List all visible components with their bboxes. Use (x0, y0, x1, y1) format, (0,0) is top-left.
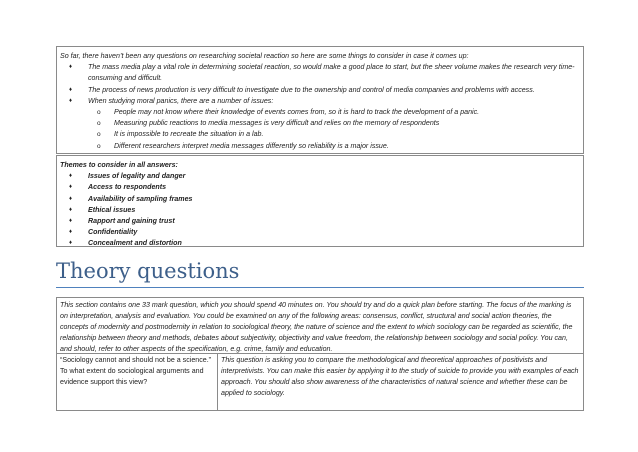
question-cell: “Sociology cannot and should not be a science.” To what extent do sociological arguments and evidence support this view? (57, 354, 218, 410)
moral-panic-issue-list (60, 107, 580, 152)
theme-item: ♦ Issues of legality and danger (60, 171, 580, 182)
themes-box (56, 155, 584, 247)
bullet-item (60, 96, 580, 107)
sub-bullet-item: o Measuring public reactions to media messages is very difficult and relies on the memory of respondents (60, 118, 580, 129)
theme-item: ♦ Access to respondents (60, 182, 580, 193)
section-description: This section contains one 33 mark question, which you should spend 40 minutes on. You should try and do a quick plan before starting. The focus of the marking is on interpretation, analysis and evaluation. You could be examined on any of the following areas: consensus, conflict, structural and social action theories, the concepts of modernity and postmodernity in relation to sociological theory, the nature of science and the extent to which sociology can be regarded as scientific, the relationship between theory and methods, debates about subjectivity, objectivity and value freedom, the relationship between sociology and social policy. You can, and should, refer to other aspects of the specification, e.g. crime, family and education. (60, 301, 573, 353)
theme-item: ♦ Rapport and gaining trust (60, 216, 580, 227)
theme-item: ♦ Concealment and distortion (60, 238, 580, 249)
bullet-item: ♦ The mass media play a vital role in determining societal reaction, so would make a good place to start, but the sheer volume makes the research very time-consuming and difficult. (60, 62, 580, 84)
intro-text: So far, there haven’t been any questions on researching societal reaction so here are some things to consider in case it comes up: (60, 52, 469, 60)
theme-item: ♦ Availability of sampling frames (60, 194, 580, 205)
themes-title: Themes to consider in all answers: (60, 161, 178, 169)
theme-item: ♦ Ethical issues (60, 205, 580, 216)
bullet-item-text: When studying moral panics, there are a number of issues: (88, 96, 274, 105)
section-description-box (56, 297, 584, 354)
guidance-cell: This question is asking you to compare the methodological and theoretical approaches of positivists and interpretivists. You can make this easier by applying it to the study of suicide to provide you with examples of each approach. You should also show awareness of the characteristics of natural science and whether these can be applied to sociology. (221, 356, 579, 397)
heading-divider (56, 287, 584, 288)
theme-item: ♦ Confidentiality (60, 227, 580, 238)
section-heading: Theory questions (56, 259, 240, 283)
sub-bullet-item: o People may not know where their knowledge of events comes from, so it is hard to track the development of a panic. (60, 107, 580, 118)
question-row (56, 353, 584, 411)
intro-bullet-list (60, 62, 580, 107)
sub-bullet-item: o It is impossible to recreate the situation in a lab. (60, 129, 580, 140)
societal-reaction-box (56, 46, 584, 154)
themes-list (60, 171, 580, 249)
sub-bullet-item: o Different researchers interpret media messages differently so reliability is a major issue. (60, 141, 580, 152)
bullet-item: ♦ The process of news production is very difficult to investigate due to the ownership and control of media companies and problems with access. (60, 85, 580, 96)
